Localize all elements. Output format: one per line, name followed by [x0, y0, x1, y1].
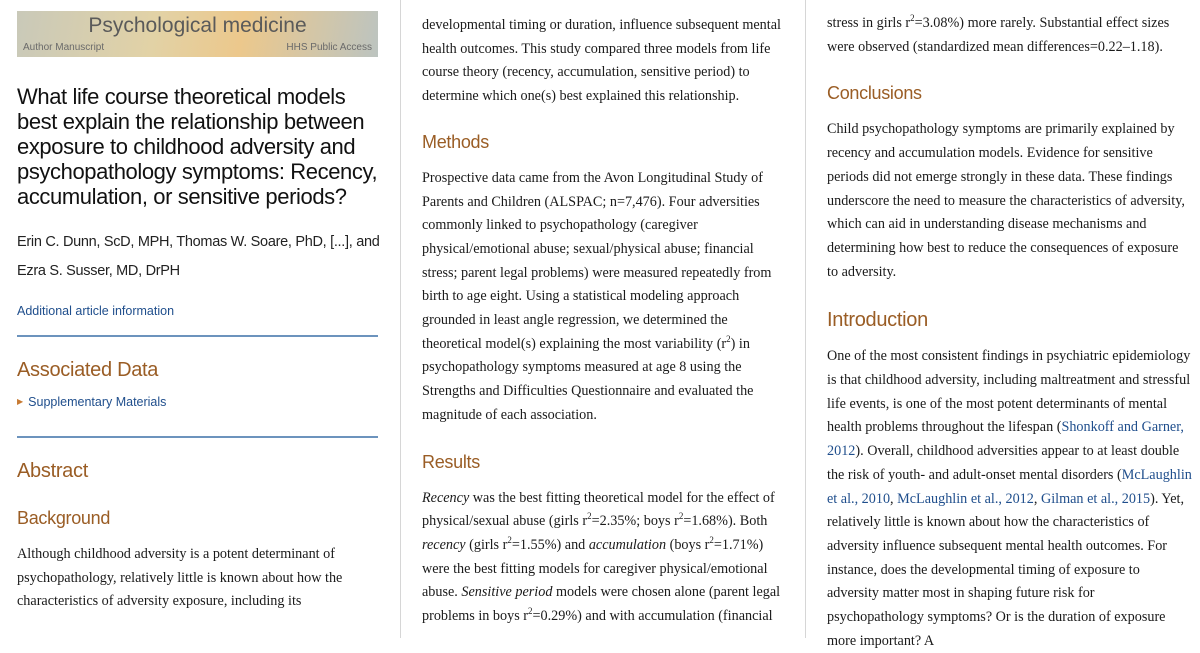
- background-heading: Background: [17, 508, 111, 528]
- column-right: [806, 0, 1200, 649]
- column-middle: [401, 0, 806, 638]
- methods-heading: Methods: [422, 131, 489, 152]
- authors-line-2[interactable]: Ezra S. Susser, MD, DrPH: [17, 263, 180, 279]
- supplementary-materials-link[interactable]: [17, 395, 378, 409]
- authors-line-1[interactable]: Erin C. Dunn, ScD, MPH, Thomas W. Soare, PhD, [...], and: [17, 234, 380, 250]
- author-manuscript-label: Author Manuscript: [23, 42, 105, 53]
- journal-banner[interactable]: [17, 11, 378, 57]
- citation-link[interactable]: Shonkoff and Garner, 2012: [827, 419, 1184, 460]
- background-text: Although childhood adversity is a potent determinant of psychopathology, relatively little is known about how the characteristics of adversity exposure, including its: [17, 546, 343, 610]
- journal-title: Psychological medicine: [88, 14, 307, 37]
- associated-data-heading: Associated Data: [17, 359, 159, 381]
- column-left: [0, 0, 400, 638]
- divider: [17, 335, 378, 337]
- background-text-continued: developmental timing or duration, influence subsequent mental health outcomes. This study compared three models from life course theory (recency, accumulation, sensitive period) to determine which one(s) best explained this relationship.: [422, 17, 781, 105]
- citation-link[interactable]: Gilman et al., 2015: [1040, 490, 1151, 507]
- citation-link[interactable]: McLaughlin et al., 2010: [827, 466, 1192, 507]
- expand-triangle-icon[interactable]: ▶: [17, 397, 24, 406]
- abstract-heading: Abstract: [17, 460, 88, 482]
- methods-text: Prospective data came from the Avon Longitudinal Study of Parents and Children (ALSPAC; n=7,476). Four adversities commonly linked to psychopathology (caregiver physical/emotional abuse; sexual/physical abuse; financial stress; parent legal problems) were measured repeatedly from birth to age eight. Using a statistical modeling approach grounded in least angle regression, we determined the theoretical model(s) explaining the most variability $(r^2)$ in psychopathology symptoms measured at age 8 using the Strengths and Difficulties Questionnaire and evaluated the magnitude of each association.: [422, 169, 772, 423]
- additional-info-link[interactable]: Additional article information: [17, 304, 175, 318]
- conclusions-heading: Conclusions: [827, 83, 922, 104]
- results-text: Recency was the best fitting theoretical model for the effect of physical/sexual abuse (girls $r^2=2.35\%$; boys $r^2=1.68\%$). Both recency (girls $r^2=1.55\%$) and accumulation (boys $r^2=1.71\%$) were the best fitting models for caregiver physical/emotional abuse. Sensitive period models were chosen alone (parent legal problems in boys $r^2=0.29\%$) and with accumulation (financial: [422, 489, 781, 625]
- supplementary-materials-label[interactable]: Supplementary Materials: [28, 395, 167, 409]
- citation-link[interactable]: McLaughlin et al., 2012: [897, 490, 1034, 507]
- introduction-heading: Introduction: [827, 309, 928, 332]
- article-title: What life course theoretical models best explain the relationship between exposure to childhood adversity and psychopathology symptoms: Recency, accumulation, or sensitive periods?: [17, 84, 378, 209]
- divider: [17, 436, 378, 438]
- author-list: [17, 228, 378, 286]
- results-text-continued: stress in girls $r^2=3.08\%$) more rarely. Substantial effect sizes were observed (standardized mean differences=0.22–1.18).: [827, 13, 1170, 55]
- conclusions-text: Child psychopathology symptoms are primarily explained by recency and accumulation models. Evidence for sensitive periods did not emerge strongly in these data. These findings underscore the need to measure the characteristics of adversity, which can aid in understanding disease mechanisms and determining how best to reduce the consequences of exposure to adversity.: [827, 121, 1185, 280]
- results-heading: Results: [422, 451, 480, 472]
- introduction-text: One of the most consistent findings in psychiatric epidemiology is that childhood adversity, including maltreatment and stressful life events, is one of the most potent determinants of mental health problems throughout the lifespan (Shonkoff and Garner, 2012). Overall, childhood adversities appear to at least double the risk of youth- and adult-onset mental disorders (McLaughlin et al., 2010, McLaughlin et al., 2012, Gilman et al., 2015). Yet, relatively little is known about how the characteristics of adversity influence subsequent mental health outcomes. For instance, does the developmental timing of exposure to adversity matter most in shaping future risk for psychopathology symptoms? Or is the duration of exposure more important? A: [827, 348, 1192, 649]
- public-access-label: HHS Public Access: [286, 42, 372, 53]
